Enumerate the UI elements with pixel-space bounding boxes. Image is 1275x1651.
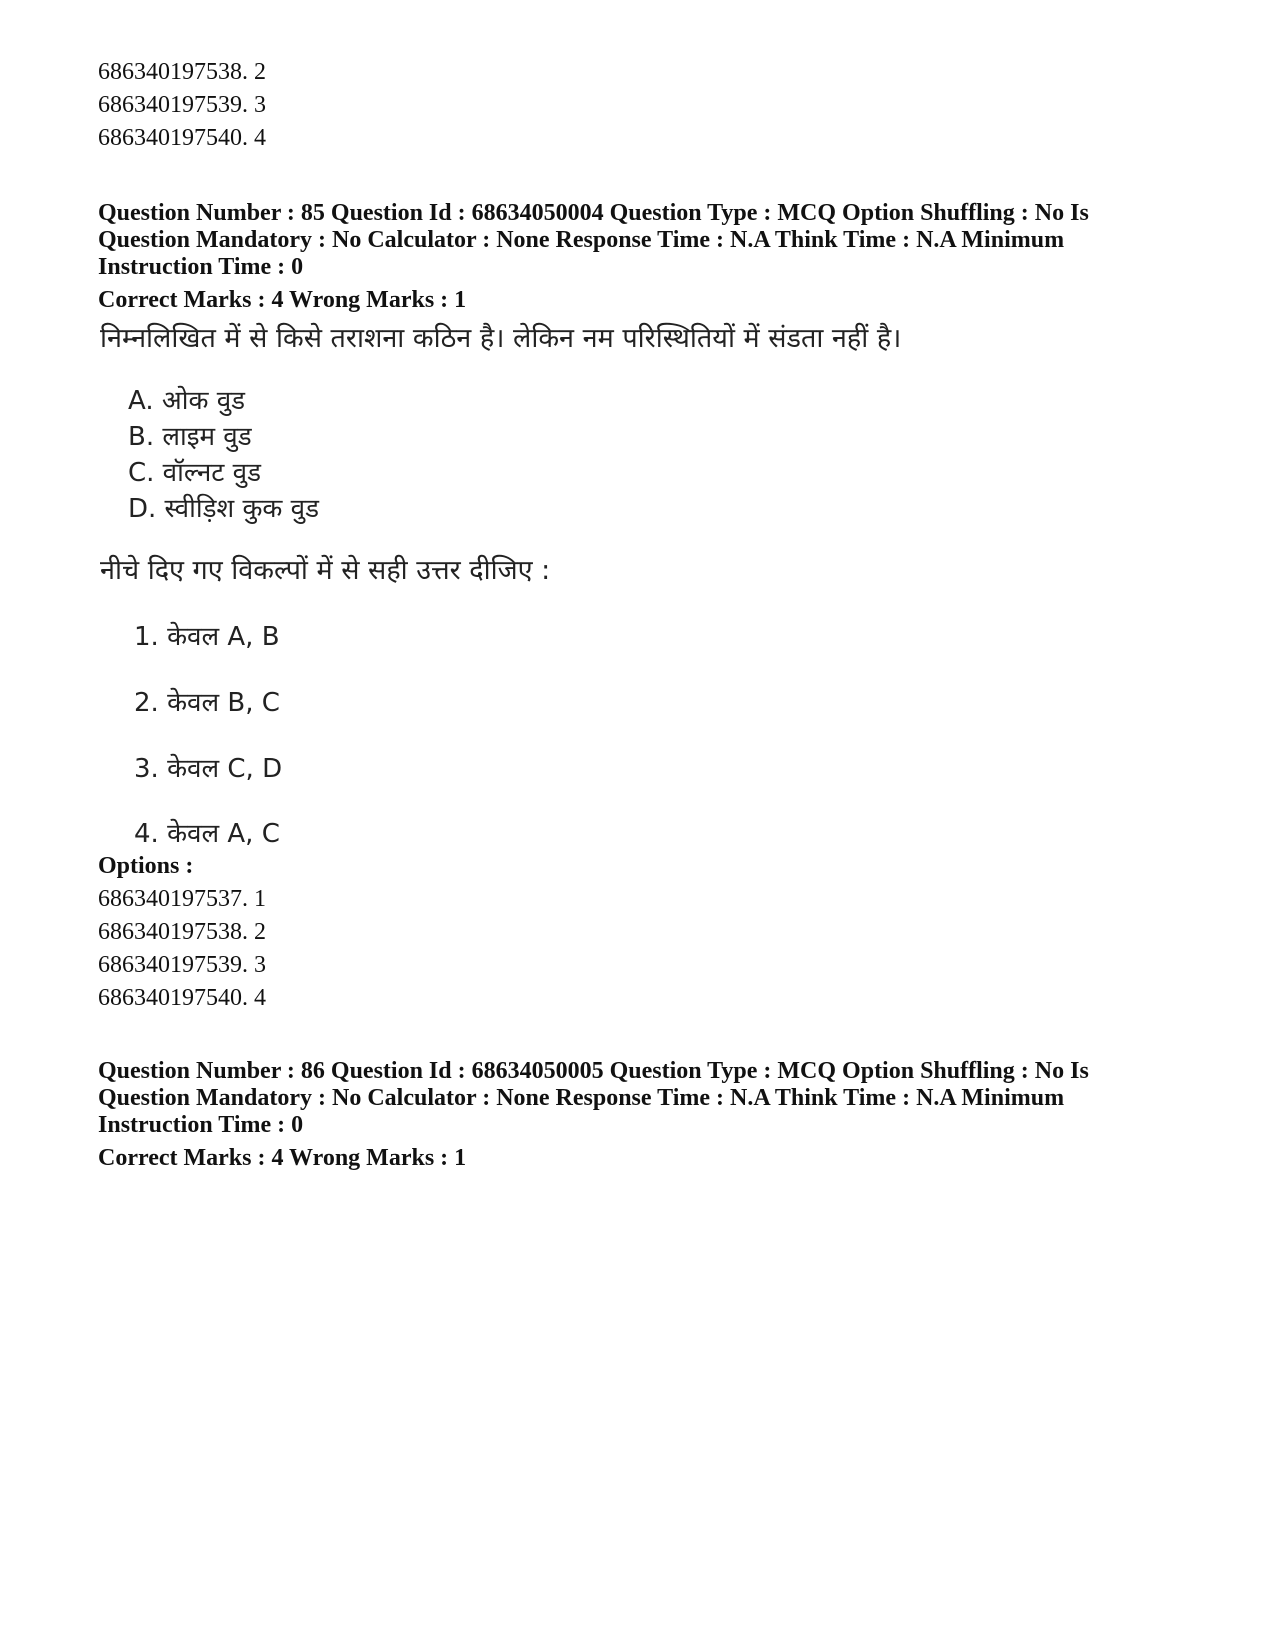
top-option-3: 686340197539. 3 <box>98 92 266 118</box>
q85-option-2: 686340197538. 2 <box>98 919 266 945</box>
q85-choice-c: C. वॉल्नट वुड <box>128 458 262 488</box>
q86-header-line-1: Question Number : 86 Question Id : 68634050005 Question Type : MCQ Option Shuffling : No Is <box>98 1058 1089 1084</box>
q85-answer-4: 4. केवल A, C <box>134 819 280 849</box>
q85-option-1: 686340197537. 1 <box>98 886 266 912</box>
q85-marks: Correct Marks : 4 Wrong Marks : 1 <box>98 287 467 313</box>
q85-header-line-3: Instruction Time : 0 <box>98 254 304 280</box>
q86-header-line-2: Question Mandatory : No Calculator : None Response Time : N.A Think Time : N.A Minimum <box>98 1085 1065 1111</box>
q85-answer-3: 3. केवल C, D <box>134 754 283 784</box>
q85-header-line-2: Question Mandatory : No Calculator : None Response Time : N.A Think Time : N.A Minimum <box>98 227 1065 253</box>
q86-header-line-3: Instruction Time : 0 <box>98 1112 304 1138</box>
q86-marks: Correct Marks : 4 Wrong Marks : 1 <box>98 1145 467 1171</box>
q85-answer-2: 2. केवल B, C <box>134 688 280 718</box>
q85-options-label: Options : <box>98 853 194 879</box>
q85-question-text: निम्नलिखित में से किसे तराशना कठिन है। लेकिन नम परिस्थितियों में संडता नहीं है। <box>100 323 902 354</box>
q85-choice-d: D. स्वीड़िश कुक वुड <box>128 494 320 524</box>
q85-header-line-1: Question Number : 85 Question Id : 68634050004 Question Type : MCQ Option Shuffling : No Is <box>98 200 1089 226</box>
q85-option-4: 686340197540. 4 <box>98 985 266 1011</box>
q85-choice-a: A. ओक वुड <box>128 386 246 416</box>
q85-answer-1: 1. केवल A, B <box>134 622 280 652</box>
q85-option-3: 686340197539. 3 <box>98 952 266 978</box>
top-option-4: 686340197540. 4 <box>98 125 266 151</box>
q85-instruction: नीचे दिए गए विकल्पों में से सही उत्तर दीजिए : <box>100 555 551 586</box>
q85-choice-b: B. लाइम वुड <box>128 422 252 452</box>
top-option-2: 686340197538. 2 <box>98 59 266 85</box>
